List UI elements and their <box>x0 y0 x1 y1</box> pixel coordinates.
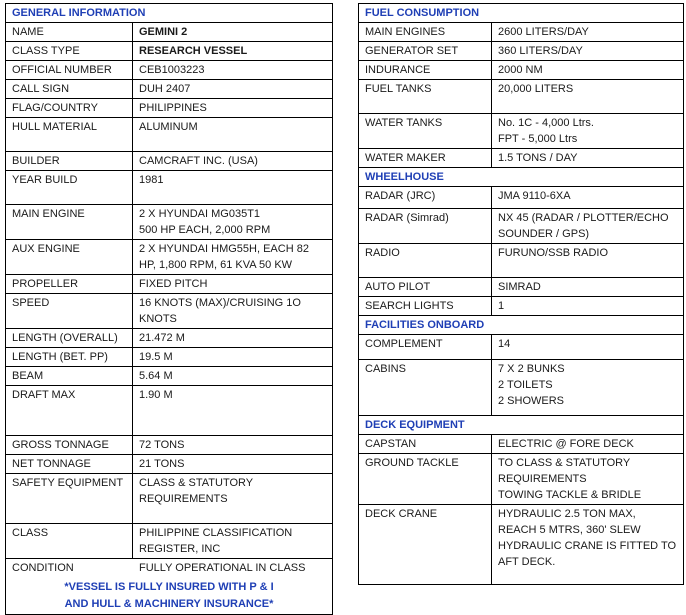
row-value: ELECTRIC @ FORE DECK <box>492 435 684 454</box>
row-value: 2000 NM <box>492 61 684 80</box>
row-label: WATER TANKS <box>359 114 492 149</box>
specifications-table <box>358 3 684 585</box>
row-label: MAIN ENGINES <box>359 23 492 42</box>
table-row <box>359 114 684 149</box>
row-label: SPEED <box>6 294 133 329</box>
row-value: FIXED PITCH <box>133 275 333 294</box>
row-label: WATER MAKER <box>359 149 492 168</box>
table-row <box>6 61 333 80</box>
row-value: 19.5 M <box>133 348 333 367</box>
row-value: GEMINI 2 <box>133 23 333 42</box>
row-label: YEAR BUILD <box>6 171 133 205</box>
row-label: CLASS TYPE <box>6 42 133 61</box>
row-value: RESEARCH VESSEL <box>133 42 333 61</box>
value-line: HYDRAULIC CRANE IS FITTED TO <box>498 540 677 552</box>
row-value <box>492 209 684 244</box>
row-label: GROSS TONNAGE <box>6 436 133 455</box>
value-line: PHILIPPINE CLASSIFICATION <box>139 527 293 539</box>
section-header-row <box>359 4 684 23</box>
row-label: HULL MATERIAL <box>6 118 133 152</box>
table-row <box>6 348 333 367</box>
row-label: CALL SIGN <box>6 80 133 99</box>
row-label: FLAG/COUNTRY <box>6 99 133 118</box>
section-header-row <box>6 4 333 23</box>
value-line: REQUIREMENTS <box>139 493 228 505</box>
row-value: FURUNO/SSB RADIO <box>492 244 684 278</box>
value-line: 500 HP EACH, 2,000 RPM <box>139 224 271 236</box>
row-label: INDURANCE <box>359 61 492 80</box>
row-value: ALUMINUM <box>133 118 333 152</box>
value-line: No. 1C - 4,000 Ltrs. <box>498 117 594 129</box>
wheelhouse-header: WHEELHOUSE <box>359 168 684 187</box>
table-row <box>6 80 333 99</box>
row-label: MAIN ENGINE <box>6 205 133 240</box>
value-line: SOUNDER / GPS) <box>498 228 590 240</box>
table-row <box>359 80 684 114</box>
row-value: 21 TONS <box>133 455 333 474</box>
value-line: REACH 5 MTRS, 360' SLEW <box>498 524 641 536</box>
row-label: CABINS <box>359 360 492 416</box>
row-value: SIMRAD <box>492 278 684 297</box>
row-label: CONDITION <box>12 562 74 574</box>
row-label: AUX ENGINE <box>6 240 133 275</box>
row-label: BUILDER <box>6 152 133 171</box>
row-label: NET TONNAGE <box>6 455 133 474</box>
table-row <box>359 244 684 278</box>
row-label: SEARCH LIGHTS <box>359 297 492 316</box>
row-value: 1 <box>492 297 684 316</box>
table-row <box>6 240 333 275</box>
row-label: BEAM <box>6 367 133 386</box>
row-value: 1.90 M <box>133 386 333 436</box>
row-value: 5.64 M <box>133 367 333 386</box>
row-value: 16 KNOTS (MAX)/CRUISING 1O KNOTS <box>133 294 333 329</box>
table-row <box>359 435 684 454</box>
table-row <box>6 99 333 118</box>
row-label: SAFETY EQUIPMENT <box>6 474 133 524</box>
table-row <box>359 187 684 209</box>
row-value: 1981 <box>133 171 333 205</box>
row-value <box>492 114 684 149</box>
section-header-row <box>359 316 684 335</box>
table-row <box>6 294 333 329</box>
table-row <box>6 455 333 474</box>
row-label: GENERATOR SET <box>359 42 492 61</box>
table-row <box>359 454 684 505</box>
table-row <box>6 23 333 42</box>
row-value <box>133 474 333 524</box>
row-value: CEB1003223 <box>133 61 333 80</box>
row-value <box>133 524 333 559</box>
value-line: 2 X HYUNDAI MG035T1 <box>139 208 261 220</box>
general-information-table <box>5 3 333 615</box>
row-label: LENGTH (BET. PP) <box>6 348 133 367</box>
table-row <box>359 149 684 168</box>
row-label: NAME <box>6 23 133 42</box>
value-line: HYDRAULIC 2.5 TON MAX, <box>498 508 636 520</box>
table-row <box>6 152 333 171</box>
table-row <box>6 275 333 294</box>
table-row <box>6 42 333 61</box>
table-row <box>359 61 684 80</box>
table-row <box>6 386 333 436</box>
row-label: RADAR (JRC) <box>359 187 492 209</box>
row-label: COMPLEMENT <box>359 335 492 360</box>
value-line: REGISTER, INC <box>139 543 221 555</box>
value-line: FPT - 5,000 Ltrs <box>498 133 578 145</box>
table-row <box>6 205 333 240</box>
table-row <box>6 329 333 348</box>
row-label: AUTO PILOT <box>359 278 492 297</box>
row-value: 20,000 LITERS <box>492 80 684 114</box>
table-row <box>6 436 333 455</box>
insurance-note <box>12 576 326 613</box>
row-label: CLASS <box>6 524 133 559</box>
value-line: 7 X 2 BUNKS <box>498 363 565 375</box>
table-row <box>359 335 684 360</box>
row-value: 360 LITERS/DAY <box>492 42 684 61</box>
table-row <box>359 278 684 297</box>
value-line: AFT DECK. <box>498 556 556 568</box>
row-value <box>133 205 333 240</box>
row-value: 2600 LITERS/DAY <box>492 23 684 42</box>
row-value <box>492 360 684 416</box>
general-information-header: GENERAL INFORMATION <box>6 4 333 23</box>
deck-equipment-header: DECK EQUIPMENT <box>359 416 684 435</box>
row-value <box>492 505 684 585</box>
insurance-note-line: *VESSEL IS FULLY INSURED WITH P & I <box>64 581 274 593</box>
row-label: RADIO <box>359 244 492 278</box>
row-value: PHILIPPINES <box>133 99 333 118</box>
value-line: REQUIREMENTS <box>498 473 587 485</box>
table-row <box>359 42 684 61</box>
section-header-row <box>359 168 684 187</box>
row-label: FUEL TANKS <box>359 80 492 114</box>
table-row <box>6 524 333 559</box>
insurance-note-line: AND HULL & MACHINERY INSURANCE* <box>64 598 274 610</box>
section-header-row <box>359 416 684 435</box>
table-row <box>6 171 333 205</box>
table-row <box>359 360 684 416</box>
table-row <box>359 505 684 585</box>
row-value: JMA 9110-6XA <box>492 187 684 209</box>
table-row <box>6 367 333 386</box>
row-label: DRAFT MAX <box>6 386 133 436</box>
value-line: 2 TOILETS <box>498 379 553 391</box>
fuel-consumption-header: FUEL CONSUMPTION <box>359 4 684 23</box>
table-row <box>359 297 684 316</box>
table-row <box>359 23 684 42</box>
row-label: DECK CRANE <box>359 505 492 585</box>
value-line: TO CLASS & STATUTORY <box>498 457 631 469</box>
table-row <box>359 209 684 244</box>
value-line: 2 SHOWERS <box>498 395 565 407</box>
row-label: GROUND TACKLE <box>359 454 492 505</box>
row-label: LENGTH (OVERALL) <box>6 329 133 348</box>
row-value: 14 <box>492 335 684 360</box>
row-value: DUH 2407 <box>133 80 333 99</box>
row-label: RADAR (Simrad) <box>359 209 492 244</box>
row-label: CAPSTAN <box>359 435 492 454</box>
value-line: TOWING TACKLE & BRIDLE <box>498 489 642 501</box>
row-value: 1.5 TONS / DAY <box>492 149 684 168</box>
value-line: CLASS & STATUTORY <box>139 477 254 489</box>
value-line: NX 45 (RADAR / PLOTTER/ECHO <box>498 212 669 224</box>
row-value: 72 TONS <box>133 436 333 455</box>
row-value: FULLY OPERATIONAL IN CLASS <box>139 562 306 574</box>
row-value <box>492 454 684 505</box>
table-row <box>6 118 333 152</box>
row-label: OFFICIAL NUMBER <box>6 61 133 80</box>
row-label: PROPELLER <box>6 275 133 294</box>
value-line: HP, 1,800 RPM, 61 KVA 50 KW <box>139 259 293 271</box>
row-value: 21.472 M <box>133 329 333 348</box>
row-value <box>133 240 333 275</box>
row-value: CAMCRAFT INC. (USA) <box>133 152 333 171</box>
facilities-onboard-header: FACILITIES ONBOARD <box>359 316 684 335</box>
value-line: 2 X HYUNDAI HMG55H, EACH 82 <box>139 243 309 255</box>
table-row <box>6 474 333 524</box>
